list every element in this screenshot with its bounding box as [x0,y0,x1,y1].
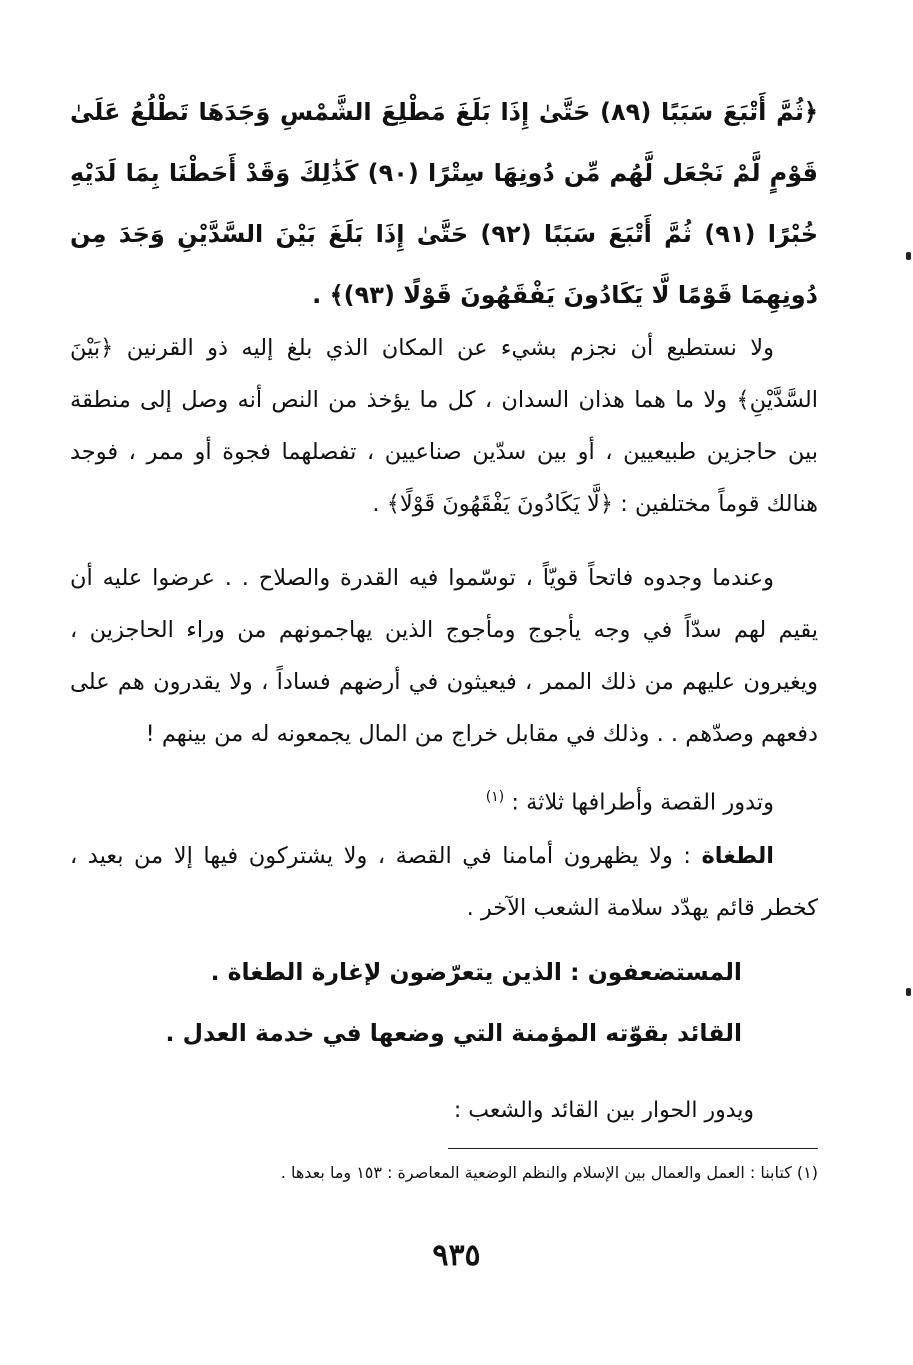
item-leader: القائد بقوّته المؤمنة التي وضعها في خدمة العدل . [165,1019,742,1047]
paragraph-dialogue: ويدور الحوار بين القائد والشعب : [453,1098,754,1123]
footnote-ref: (١) [485,789,505,805]
parties-text: وتدور القصة وأطرافها ثلاثة : [511,789,774,816]
paragraph-request: وعندما وجدوه فاتحاً قويّاً ، توسّموا فيه القدرة والصلاح . . عرضوا عليه أن يقيم لهم سدّاً في وجه يأجوج ومأجوج الذين يهاجمونهم من وراء الحاجزين ، ويغيرون عليهم من ذلك الممر ، فيعيثون في أرضهم فساداً ، ولا يقدرون هم على دفعهم وصدّهم . . وذلك في مقابل خراج من المال يجمعونه له من بينهم ! [70,565,818,747]
tyrants-term: الطغاة [701,843,774,869]
tyrants-description: : ولا يظهرون أمامنا في القصة ، ولا يشتركون فيها إلا من بعيد ، كخطر قائم يهدّد سلامة الشعب الآخر . [70,843,818,921]
footnote-text: (١) كتابنا : العمل والعمال بين الإسلام والنظم الوضعية المعاصرة : ١٥٣ وما بعدها . [280,1163,818,1182]
scan-margin-mark [906,988,911,996]
scan-margin-mark [906,252,911,260]
quran-verse-block: ﴿ثُمَّ أَتْبَعَ سَبَبًا (٨٩) حَتَّىٰ إِذَا بَلَغَ مَطْلِعَ الشَّمْسِ وَجَدَهَا تَطْلُعُ عَلَىٰ قَوْمٍ لَّمْ نَجْعَل لَّهُم مِّن دُونِهَا سِتْرًا (٩٠) كَذَٰلِكَ وَقَدْ أَحَطْنَا بِمَا لَدَيْهِ خُبْرًا (٩١) ثُمَّ أَتْبَعَ سَبَبًا (٩٢) حَتَّىٰ إِذَا بَلَغَ بَيْنَ السَّدَّيْنِ وَجَدَ مِن دُونِهِمَا قَوْمًا لَّا يَكَادُونَ يَفْقَهُونَ قَوْلًا (٩٣)﴾ . [70,98,818,309]
paragraph-parties [70,775,818,825]
footnote-divider [448,1148,818,1149]
paragraph-tyrants [70,830,818,934]
page-number: ٩٣٥ [432,1238,481,1273]
paragraph-location: ولا نستطيع أن نجزم بشيء عن المكان الذي بلغ إليه ذو القرنين ﴿بَيْنَ السَّدَّيْنِ﴾ ولا ما هما هذان السدان ، كل ما يؤخذ من النص أنه وصل إلى منطقة بين حاجزين طبيعيين ، أو بين سدّين صناعيين ، تفصلهما فجوة أو ممر ، فوجد هنالك قوماً مختلفين : ﴿لَّا يَكَادُونَ يَفْقَهُونَ قَوْلًا﴾ . [70,335,818,517]
item-oppressed: المستضعفون : الذين يتعرّضون لإغارة الطغاة . [210,958,742,986]
